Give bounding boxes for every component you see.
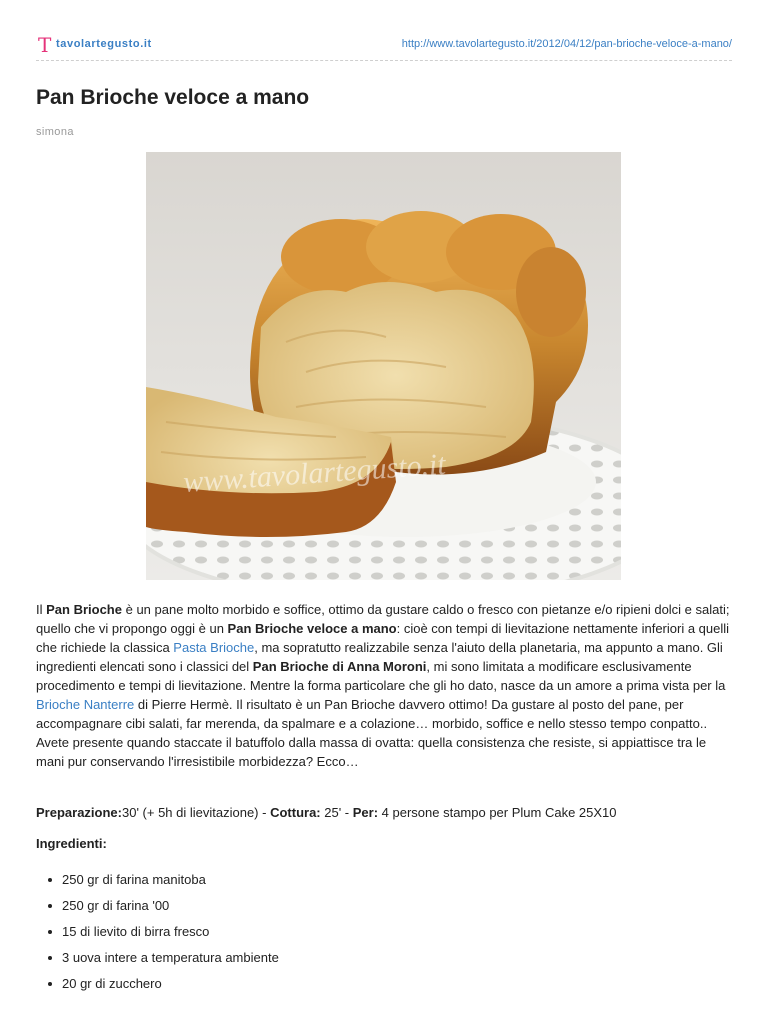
list-item: 15 di lievito di birra fresco — [36, 919, 279, 945]
brioche-photo — [146, 152, 621, 580]
page-header — [36, 34, 732, 61]
cook-value: 25' - — [320, 805, 353, 820]
site-name-link[interactable]: tavolartegusto.it — [56, 38, 152, 50]
ingredients-heading: Ingredienti: — [36, 836, 107, 851]
article-author[interactable]: simona — [36, 126, 74, 138]
site-logo-icon[interactable]: T — [38, 33, 52, 57]
list-item: 20 gr di zucchero — [36, 971, 279, 997]
source-url-link[interactable]: http://www.tavolartegusto.it/2012/04/12/pan-brioche-veloce-a-mano/ — [401, 38, 732, 50]
list-item: 3 uova intere a temperatura ambiente — [36, 945, 279, 971]
serves-label: Per: — [352, 805, 379, 820]
bullet-icon — [48, 878, 52, 882]
bullet-icon — [48, 930, 52, 934]
prep-label: Preparazione: — [36, 805, 122, 820]
photo-watermark: www.tavolartegusto.it — [182, 447, 447, 499]
bullet-icon — [48, 904, 52, 908]
serves-value: 4 persone stampo per Plum Cake 25X10 — [378, 805, 617, 820]
pasta-brioche-link[interactable]: Pasta Brioche — [173, 640, 255, 655]
recipe-meta — [36, 803, 734, 822]
ingredients-list — [36, 867, 279, 997]
list-item: 250 gr di farina '00 — [36, 893, 279, 919]
list-item: 250 gr di farina manitoba — [36, 867, 279, 893]
intro-paragraph: Il Pan Brioche è un pane molto morbido e soffice, ottimo da gustare caldo o fresco con pietanze e/o ripieni dolci e salati; quello che vi propongo oggi è un Pan Brioche veloce a mano: cioè con tempi di lievitazione nettamente inferiori a quelli che richiede la classica Pasta Brioche, ma sopratutto realizzabile senza l'aiuto della planetaria, ma appunto a mano. Gli ingredienti elencati sono i classici del Pan Brioche di Anna Moroni, mi sono limitata a modificare esclusivamente procedimento e tempi di lievitazione. Mentre la forma particolare che gli ho dato, nasce da un amore a prima vista per la Brioche Nanterre di Pierre Hermè. Il risultato è un Pan Brioche davvero ottimo! Da gustare al posto del pane, per accompagnare cibi salati, far merenda, da spalmare e a colazione… morbido, soffice e nello stesso tempo conpatto.. Avete presente quando staccate il batuffolo dalla massa di ovatta: quella consistenza che resiste, si appiattisce tra le mani pur conservando l'irresistibile morbidezza? Ecco… — [36, 602, 730, 769]
brioche-nanterre-link[interactable]: Brioche Nanterre — [36, 697, 135, 712]
bullet-icon — [48, 956, 52, 960]
bullet-icon — [48, 982, 52, 986]
article-title: Pan Brioche veloce a mano — [36, 86, 310, 109]
cook-label: Cottura: — [270, 805, 321, 820]
prep-value: 30' (+ 5h di lievitazione) - — [121, 805, 271, 820]
